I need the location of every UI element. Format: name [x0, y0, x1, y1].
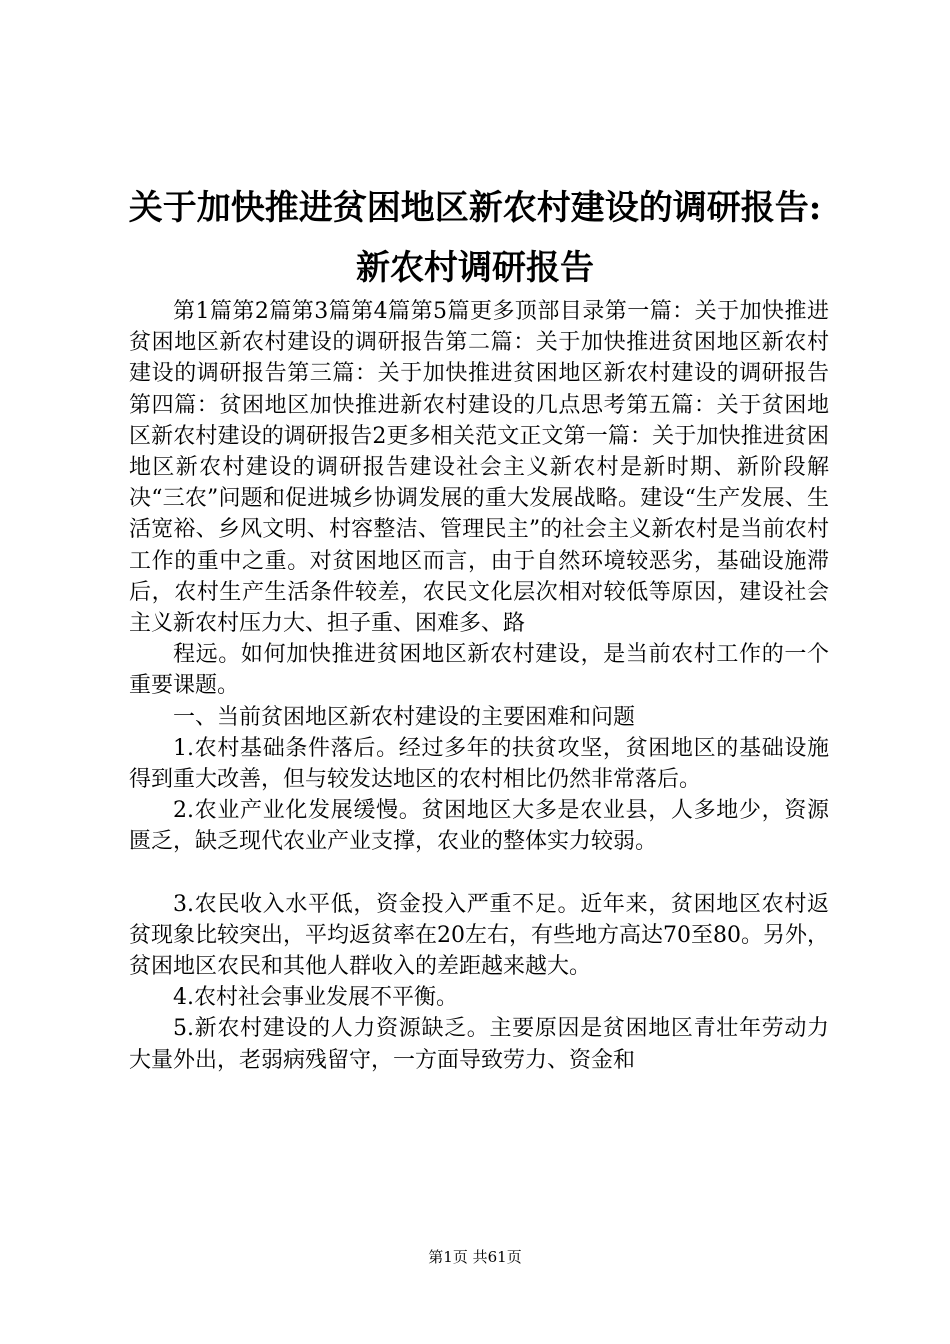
- paragraph-continuation: 程远。如何加快推进贫困地区新农村建设，是当前农村工作的一个重要课题。: [129, 642, 829, 699]
- page-number-footer: 第1页 共61页: [428, 1248, 522, 1266]
- paragraph-item-3: 3.农民收入水平低，资金投入严重不足。近年来，贫困地区农村返贫现象比较突出，平均返贫率在20左右，有些地方高达70至80。另外，贫困地区农民和其他人群收入的差距越来越大。: [129, 891, 829, 980]
- paragraph-item-1: 1.农村基础条件落后。经过多年的扶贫攻坚，贫困地区的基础设施得到重大改善，但与较发达地区的农村相比仍然非常落后。: [129, 735, 829, 793]
- document-body: [129, 296, 829, 1076]
- paragraph-item-5: 5.新农村建设的人力资源缺乏。主要原因是贫困地区青壮年劳动力大量外出，老弱病残留守，一方面导致劳力、资金和: [129, 1016, 829, 1073]
- paragraph-intro: 第1篇第2篇第3篇第4篇第5篇更多顶部目录第一篇：关于加快推进贫困地区新农村建设的调研报告第二篇：关于加快推进贫困地区新农村建设的调研报告第三篇：关于加快推进贫困地区新农村建设的调研报告第四篇：贫困地区加快推进新农村建设的几点思考第五篇：关于贫困地区新农村建设的调研报告2更多相关范文正文第一篇：关于加快推进贫困地区新农村建设的调研报告建设社会主义新农村是新时期、新阶段解决“三农”问题和促进城乡协调发展的重大发展战略。建设“生产发展、生活宽裕、乡风文明、村容整洁、管理民主”的社会主义新农村是当前农村工作的重中之重。对贫困地区而言，由于自然环境较恶劣，基础设施滞后，农村生产生活条件较差，农民文化层次相对较低等原因，建设社会主义新农村压力大、担子重、困难多、路: [129, 299, 829, 637]
- document-title-line-1: 关于加快推进贫困地区新农村建设的调研报告:: [128, 188, 822, 228]
- paragraph-item-4: 4.农村社会事业发展不平衡。: [173, 985, 458, 1011]
- document-title-line-2: 新农村调研报告: [356, 248, 594, 288]
- paragraph-item-2: 2.农业产业化发展缓慢。贫困地区大多是农业县，人多地少，资源匮乏，缺乏现代农业产业支撑，农业的整体实力较弱。: [129, 798, 829, 855]
- section-heading: 一、当前贫困地区新农村建设的主要困难和问题: [173, 704, 636, 730]
